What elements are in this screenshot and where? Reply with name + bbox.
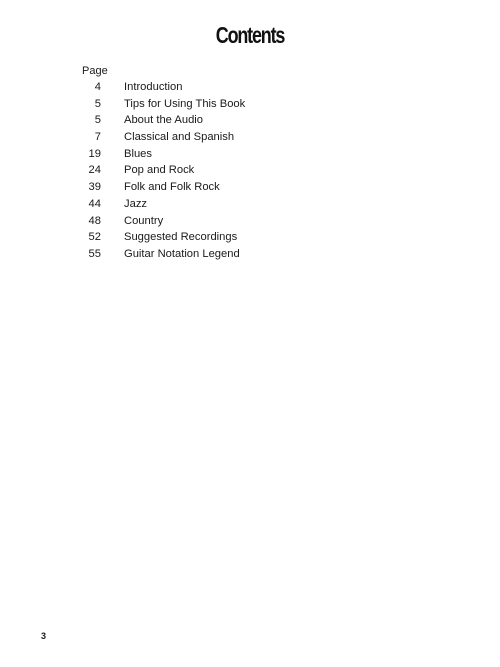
toc-entry-title: Folk and Folk Rock (124, 181, 220, 194)
table-of-contents (82, 63, 402, 263)
toc-entry-title: Classical and Spanish (124, 131, 235, 144)
toc-page-number: 52 (88, 231, 101, 244)
toc-entry (82, 213, 402, 230)
toc-entry-title: Guitar Notation Legend (124, 247, 240, 260)
toc-page-number: 55 (88, 247, 101, 260)
toc-entry (82, 96, 402, 113)
toc-page-number: 24 (88, 164, 101, 177)
toc-entry (82, 146, 402, 163)
toc-entry-title: Tips for Using This Book (124, 97, 246, 110)
toc-entry-title: About the Audio (124, 114, 204, 127)
toc-page-number: 48 (88, 214, 101, 227)
toc-page-number: 44 (88, 197, 101, 210)
toc-entry (82, 246, 402, 263)
toc-entry (82, 229, 402, 246)
toc-entry-title: Introduction (124, 81, 183, 93)
page-folio-number: 3 (41, 631, 47, 641)
toc-entry-title: Blues (124, 147, 152, 160)
toc-page-number: 4 (94, 81, 101, 93)
toc-entry (82, 162, 402, 179)
toc-entry (82, 179, 402, 196)
toc-entry-title: Pop and Rock (124, 164, 195, 177)
toc-entry-title: Jazz (124, 197, 148, 210)
page-column-header: Page (82, 65, 108, 77)
toc-entry (82, 196, 402, 213)
toc-entry-title: Country (124, 214, 164, 227)
toc-entry (82, 129, 402, 146)
toc-page-number: 19 (88, 147, 101, 160)
toc-page-number: 5 (94, 97, 101, 110)
toc-entry (82, 112, 402, 129)
toc-page-number: 5 (94, 114, 101, 127)
toc-page-number: 39 (88, 181, 101, 194)
toc-entry-title: Suggested Recordings (124, 231, 238, 244)
toc-page-number: 7 (94, 131, 101, 144)
page-title: Contents (215, 22, 285, 48)
toc-entry (82, 79, 402, 96)
